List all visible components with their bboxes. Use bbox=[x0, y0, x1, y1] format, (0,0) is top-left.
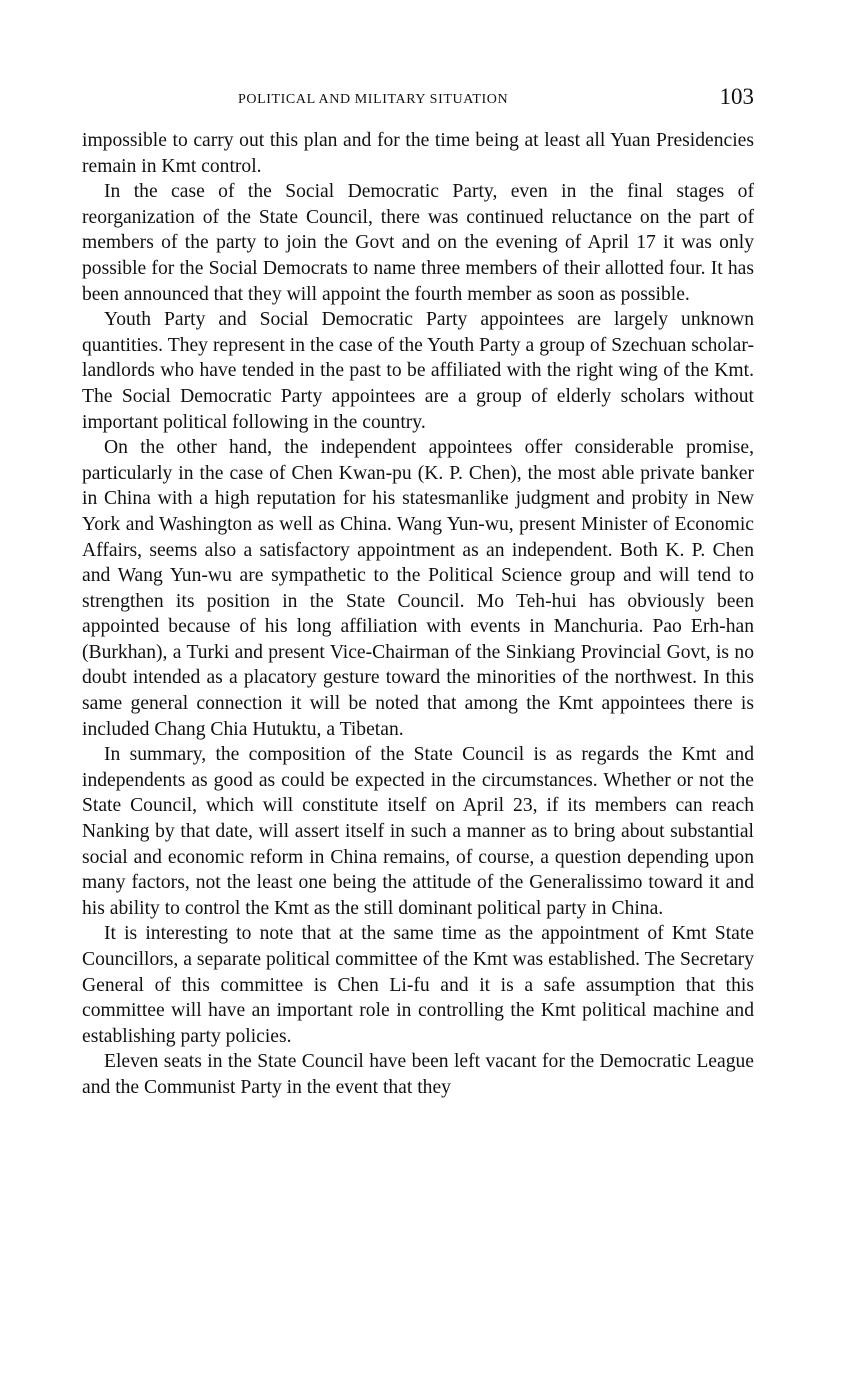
paragraph-youth-party-appointees: Youth Party and Social Democratic Party appointees are largely unknown quantities. They represent in the case of the Youth Party a group of Szechuan scholar-landlords who have tended in the past to be affiliated with the right wing of the Kmt. The Social Democratic Party appointees are a group of elderly scholars without important political following in the country. bbox=[82, 309, 754, 433]
body-text bbox=[82, 128, 754, 1101]
document-page bbox=[82, 84, 754, 1101]
paragraph-social-democratic-party: In the case of the Social Democratic Party, even in the final stages of reorganization of the State Council, there was continued reluctance on the part of members of the party to join the Govt and on the evening of April 17 it was only possible for the Social Democrats to name three members of their allotted four. It has been announced that they will appoint the fourth member as soon as possible. bbox=[82, 181, 754, 305]
paragraph-political-committee: It is interesting to note that at the same time as the appointment of Kmt State Councillors, a separate political committee of the Kmt was established. The Secretary General of this committee is Chen Li-fu and it is a safe assumption that this committee will have an important role in controlling the Kmt political machine and establishing party policies. bbox=[82, 923, 754, 1047]
running-title: POLITICAL AND MILITARY SITUATION bbox=[238, 92, 509, 107]
paragraph-independent-appointees: On the other hand, the independent appointees offer considerable promise, particularly in the case of Chen Kwan-pu (K. P. Chen), the most able private banker in China with a high reputation for his statesmanlike judgment and probity in New York and Washington as well as China. Wang Yun-wu, present Minister of Economic Affairs, seems also a satisfactory appointment as an independent. Both K. P. Chen and Wang Yun-wu are sympathetic to the Political Science group and will tend to strengthen its position in the State Council. Mo Teh-hui has obviously been appointed because of his long affiliation with events in Manchuria. Pao Erh-han (Burkhan), a Turki and present Vice-Chairman of the Sinkiang Provincial Govt, is no doubt intended as a placatory gesture toward the minorities of the northwest. In this same general connection it will be noted that among the Kmt appointees there is included Chang Chia Hutuktu, a Tibetan. bbox=[82, 437, 754, 740]
paragraph-vacant-seats: Eleven seats in the State Council have been left vacant for the Democratic League and the Communist Party in the event that they bbox=[82, 1051, 754, 1098]
running-header bbox=[82, 84, 754, 118]
paragraph-summary: In summary, the composition of the State Council is as regards the Kmt and independents as good as could be expected in the circumstances. Whether or not the State Council, which will constitute itself on April 23, if its members can reach Nanking by that date, will assert itself in such a manner as to bring about substantial social and economic reform in China remains, of course, a question depending upon many factors, not the least one being the attitude of the Generalissimo toward it and his ability to control the Kmt as the still dominant political party in China. bbox=[82, 744, 754, 919]
page-number: 103 bbox=[719, 84, 754, 109]
paragraph-continuation: impossible to carry out this plan and for the time being at least all Yuan Presidencies remain in Kmt control. bbox=[82, 130, 754, 177]
